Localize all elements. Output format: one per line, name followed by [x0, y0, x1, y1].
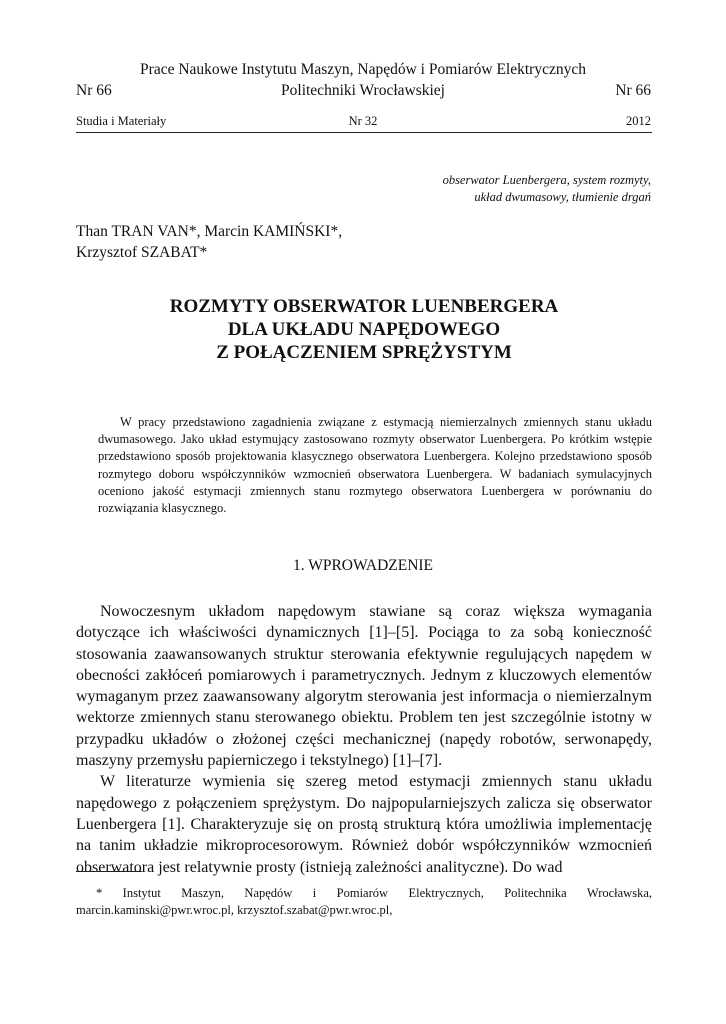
paper-title: [76, 295, 652, 364]
authors: [76, 221, 342, 263]
series-issue: Nr 32: [348, 114, 378, 128]
title-line2: DLA UKŁADU NAPĘDOWEGO: [227, 319, 501, 340]
authors-line1: Than TRAN VAN*, Marcin KAMIŃSKI*,: [76, 223, 343, 240]
title-line3: Z POŁĄCZENIEM SPRĘŻYSTYM: [216, 342, 512, 363]
journal-title-line2: Politechniki Wrocławskiej: [281, 82, 445, 99]
abstract: W pracy przedstawiono zagadnienia związane z estymacją niemierzalnych zmiennych stanu układu dwumasowego. Jako układ estymujący zastosowano rozmyty obserwator Luenbergera. Po krótkim wstępie przedstawiono sposób projektowania klasycznego obserwatora Luenbergera. Kolejno przedstawiono sposób rozmytego doboru współczynników wzmocnień obserwatora Luenbergera. W badaniach symulacyjnych oceniono jakość estymacji zmiennych stanu rozmytego obserwatora Luenbergera w porównaniu do rozwiązania klasycznego.: [98, 415, 652, 516]
journal-title-line1: Prace Naukowe Instytutu Maszyn, Napędów i Pomiarów Elektrycznych: [140, 61, 586, 78]
paragraph: Nowoczesnym układom napędowym stawiane są coraz większa wymagania dotyczące ich właściwości dynamicznych [1]–[5]. Pociąga to za sobą konieczność stosowania zaawansowanych struktur sterowania efektywnie regulujących napędem w obecności zakłóceń pomiarowych i parametrycznych. Jednym z kluczowych elementów wymaganym przez zaawansowany algorytm sterowania jest informacja o niemierzalnym wektorze zmiennych stanu sterowanego obiektu. Problem ten jest szczególnie istotny w przypadku układów o złożonej części mechanicznej (napędy robotów, serwonapędy, maszyny przemysłu papierniczego i tekstylnego) [1]–[7].: [76, 603, 652, 770]
header-divider: [76, 132, 652, 133]
publication-year: 2012: [626, 114, 651, 128]
section-heading: 1. WPROWADZENIE: [292, 557, 434, 574]
issue-number-left: Nr 66: [76, 82, 112, 99]
series-name: Studia i Materiały: [76, 114, 167, 128]
issue-number-right: Nr 66: [615, 82, 651, 99]
authors-line2: Krzysztof SZABAT*: [76, 244, 208, 261]
body-text: [76, 601, 652, 878]
keywords: [443, 172, 651, 206]
keywords-line2: układ dwumasowy, tłumienie drgań: [474, 190, 651, 204]
keywords-line1: obserwator Luenbergera, system rozmyty,: [442, 173, 651, 187]
footnote-divider: [76, 871, 142, 872]
title-line1: ROZMYTY OBSERWATOR LUENBERGERA: [169, 296, 559, 317]
paragraph: W literaturze wymienia się szereg metod estymacji zmiennych stanu układu napędowego z połączeniem sprężystym. Do najpopularniejszych zalicza się obserwator Luenbergera [1]. Charakteryzuje się on prostą strukturą która umożliwia implementację na tanim układzie mikroprocesorowym. Również dobór współczynników wzmocnień obserwatora jest relatywnie prosty (istnieją zależności analityczne). Do wad: [76, 773, 652, 876]
footnote: * Instytut Maszyn, Napędów i Pomiarów Elektrycznych, Politechnika Wrocławska, marcin.kaminski@pwr.wroc.pl, krzysztof.szabat@pwr.wroc.pl,: [76, 886, 652, 917]
